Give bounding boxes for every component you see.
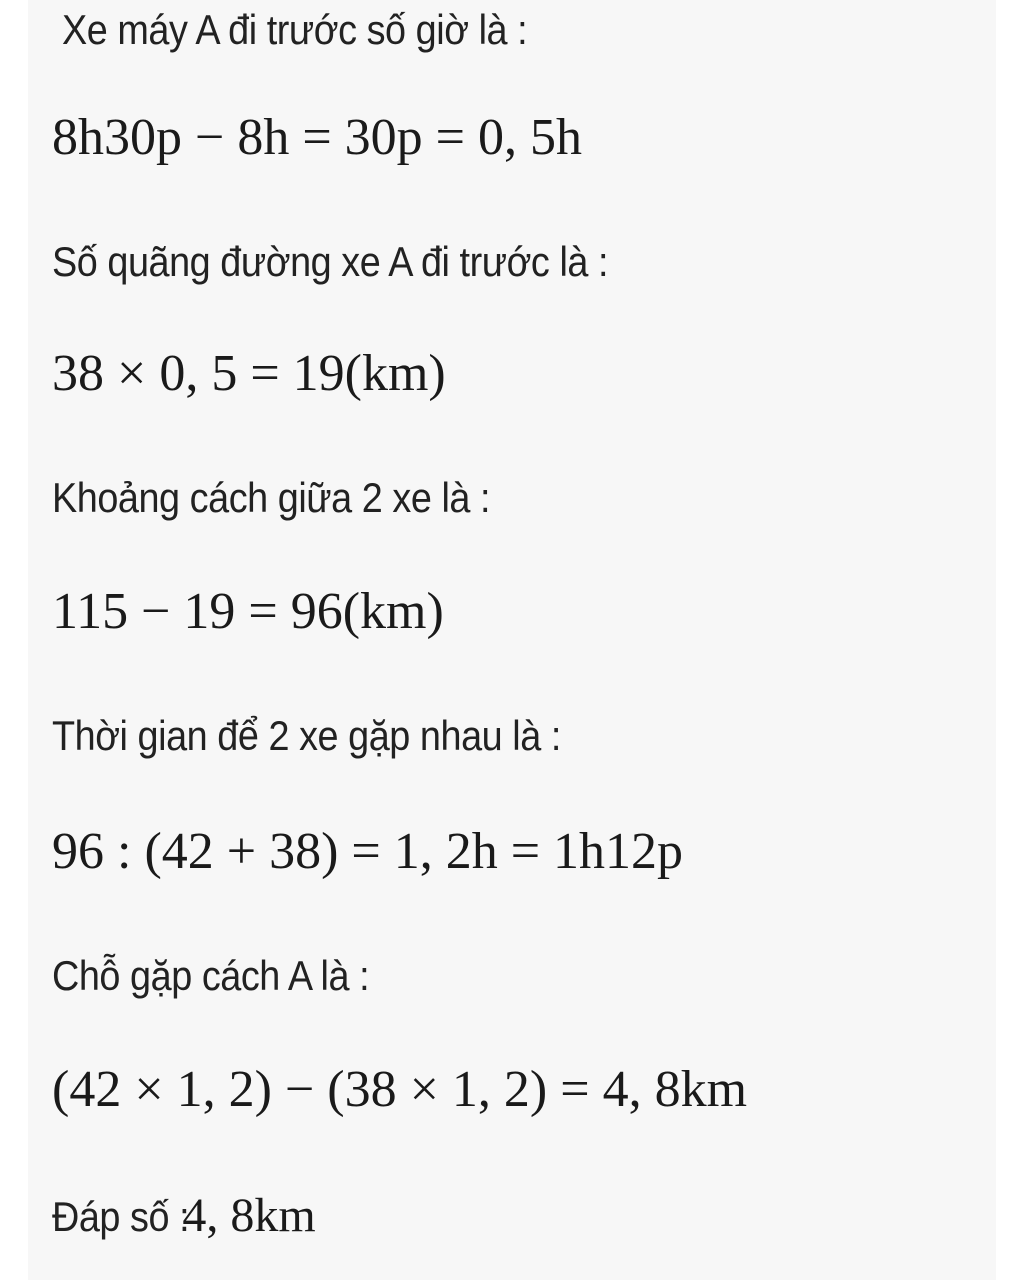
step-2-equation: 38 × 0, 5 = 19(km) xyxy=(52,345,446,402)
step-3-equation: 115 − 19 = 96(km) xyxy=(52,583,444,640)
final-answer-value: 4, 8km xyxy=(182,1189,316,1242)
step-3-label: Khoảng cách giữa 2 xe là : xyxy=(52,474,491,521)
step-2-label: Số quãng đường xe A đi trước là : xyxy=(52,238,609,285)
final-answer-label: Đáp số : xyxy=(52,1193,190,1240)
step-5-equation: (42 × 1, 2) − (38 × 1, 2) = 4, 8km xyxy=(52,1061,748,1118)
final-answer xyxy=(52,1188,316,1243)
step-1-equation: 8h30p − 8h = 30p = 0, 5h xyxy=(52,109,582,166)
step-4-label: Thời gian để 2 xe gặp nhau là : xyxy=(52,712,561,759)
step-1-label: Xe máy A đi trước số giờ là : xyxy=(62,6,528,53)
step-5-label: Chỗ gặp cách A là : xyxy=(52,952,370,999)
step-4-equation: 96 : (42 + 38) = 1, 2h = 1h12p xyxy=(52,823,684,880)
